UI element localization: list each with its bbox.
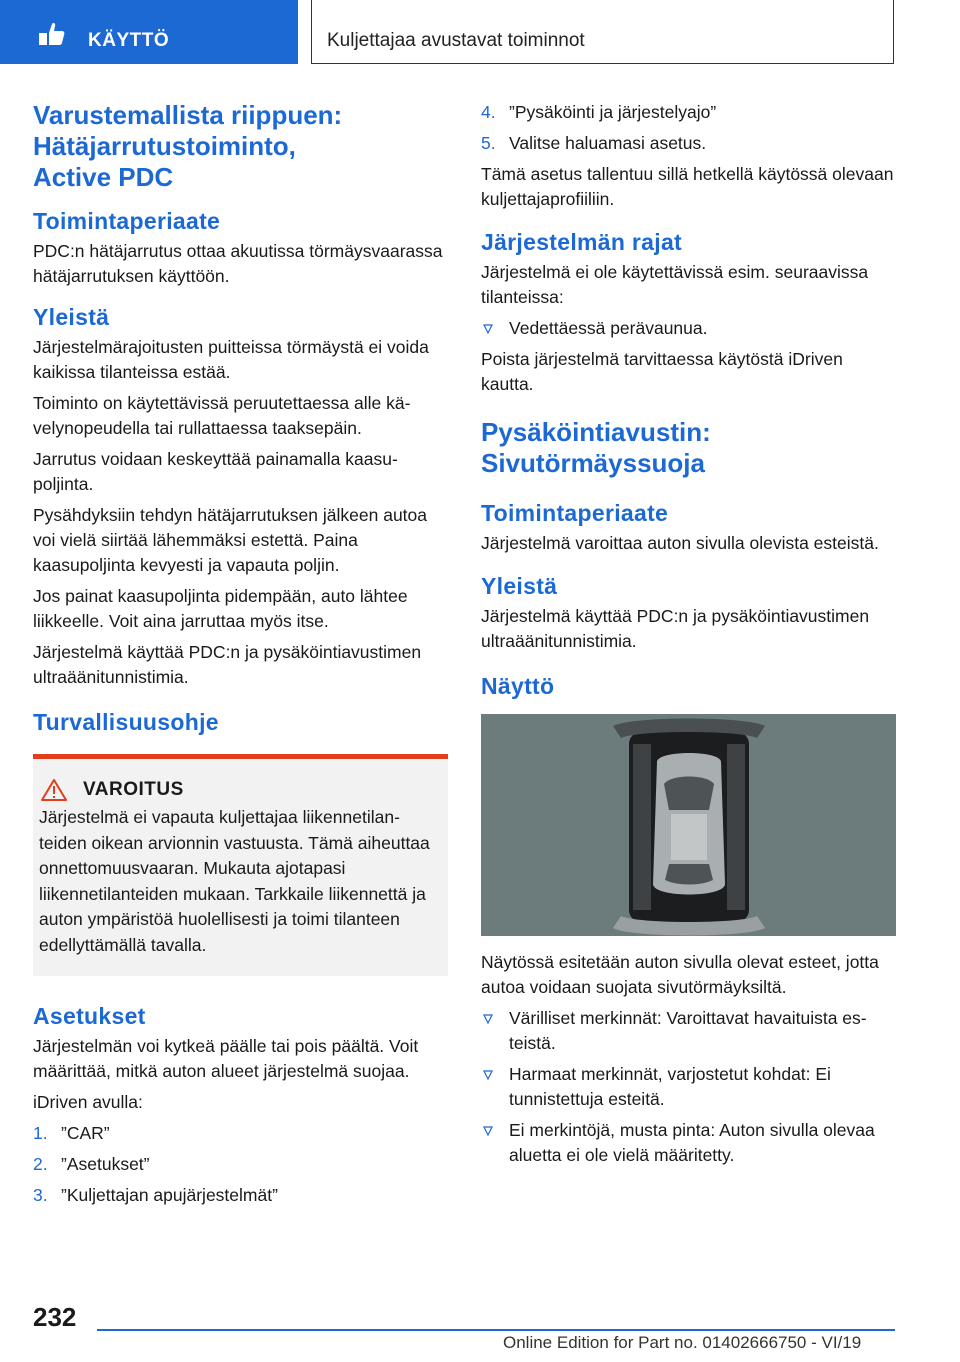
- bullet-triangle-icon: [483, 1126, 493, 1136]
- list-item: Harmaat merkinnät, varjostetut kohdat: Ei tunnistettuja esteitä.: [481, 1062, 896, 1112]
- section-tab: [0, 0, 298, 64]
- settings-steps: [33, 1121, 448, 1208]
- list-item: 5. Valitse haluamasi asetus.: [481, 133, 707, 153]
- display-title: Näyttö: [481, 673, 555, 699]
- general-paragraph: Järjestelmä käyttää PDC:n ja pysäköintiavustimen ultraäänitunnistimia.: [33, 642, 422, 687]
- display-list: [481, 1006, 896, 1168]
- footer-divider: [97, 1329, 895, 1331]
- right-column: [481, 100, 896, 1174]
- settings-text: Järjestelmän voi kytkeä päälle tai pois päältä. Voit määrittää, mitkä auton alueet järjestelmä suojaa.: [33, 1036, 419, 1081]
- hand-pointer-icon: [36, 21, 66, 47]
- bullet-triangle-icon: [483, 324, 493, 334]
- general-paragraph: Järjestelmärajoitusten puitteissa törmäystä ei voida kaikissa tilanteissa estää.: [33, 337, 429, 382]
- side-protection-display-image: [481, 714, 896, 936]
- general-paragraph: Toiminto on käytettävissä peruutettaessa alle kävelynopeudella tai rullattaessa taaksepäin.: [33, 393, 411, 438]
- bullet-triangle-icon: [483, 1070, 493, 1080]
- limits-title: Järjestelmän rajat: [481, 229, 683, 255]
- list-item: 2. ”Asetukset”: [33, 1154, 150, 1174]
- bullet-triangle-icon: [483, 1014, 493, 1024]
- limits-text: Järjestelmä ei ole käytettävissä esim. seuraavissa tilanteissa:: [481, 262, 869, 307]
- warning-triangle-icon: [41, 779, 67, 801]
- general-title: Yleistä: [33, 304, 110, 330]
- warning-text: Järjestelmä ei vapauta kuljettajaa liikennetilanteiden oikean arvionnin vastuusta. Tämä aiheuttaa onnettomuusvaaran. Mukauta ajotapasi liikennetilanteiden mukaan. Tarkkaile liikennettä ja auton ympäristöä huolellisesti ja toimi tilanteen edellyttämällä tavalla.: [39, 807, 430, 955]
- principle-title: Toimintaperiaate: [481, 500, 669, 526]
- general-text: Järjestelmä käyttää PDC:n ja pysäköintiavustimen ultraäänitunnistimia.: [481, 606, 870, 651]
- edition-text: Online Edition for Part no. 01402666750 - VI/19: [503, 1333, 862, 1352]
- list-item: 3. ”Kuljettajan apujärjestelmät”: [33, 1185, 278, 1205]
- principle-text: Järjestelmä varoittaa auton sivulla olevista esteistä.: [481, 533, 879, 553]
- main-heading: Varustemallista riippuen: Hätäjarrutustoiminto, Active PDC: [33, 100, 343, 192]
- limits-list: [481, 316, 896, 341]
- list-item: Vedettäessä perävaunua.: [481, 316, 896, 341]
- display-text: Näytössä esitetään auton sivulla olevat esteet, jotta autoa voidaan suojata sivutörmäyksiltä.: [481, 952, 879, 997]
- list-item: Värilliset merkinnät: Varoittavat havaituista esteistä.: [481, 1006, 896, 1056]
- general-paragraph: Pysähdyksiin tehdyn hätäjarrutuksen jälkeen autoa voi vielä siirtää lähemmäksi estettä. Paina kaasupoljinta kevyesti ja vapauta poljin.: [33, 505, 427, 575]
- page-number: 232: [33, 1302, 77, 1332]
- saved-text: Tämä asetus tallentuu sillä hetkellä käytössä olevaan kuljettajaprofiiliin.: [481, 164, 894, 209]
- settings-steps-continued: [481, 100, 896, 156]
- idrive-text: iDriven avulla:: [33, 1092, 143, 1112]
- warning-box: [33, 754, 448, 976]
- general-paragraph: Jarrutus voidaan keskeyttää painamalla kaasupoljinta.: [33, 449, 398, 494]
- principle-text: PDC:n hätäjarrutus ottaa akuutissa törmäysvaarassa hätäjarrutuksen käyttöön.: [33, 241, 443, 286]
- car-top-view-illustration: [481, 714, 896, 936]
- second-heading: Pysäköintiavustin: Sivutörmäyssuoja: [481, 417, 711, 478]
- left-column: [33, 100, 448, 1214]
- limits-after: Poista järjestelmä tarvittaessa käytöstä iDriven kautta.: [481, 349, 843, 394]
- list-item: Ei merkintöjä, musta pinta: Auton sivulla olevaa aluetta ei ole vielä määritetty.: [481, 1118, 896, 1168]
- settings-title: Asetukset: [33, 1003, 146, 1029]
- general-paragraph: Jos painat kaasupoljinta pidempään, auto lähtee liikkeelle. Voit aina jarruttaa myös itse.: [33, 586, 408, 631]
- chapter-title: Kuljettajaa avustavat toiminnot: [327, 30, 585, 51]
- warning-label: VAROITUS: [83, 779, 184, 800]
- principle-title: Toimintaperiaate: [33, 208, 221, 234]
- section-label: KÄYTTÖ: [88, 30, 170, 51]
- list-item: 1. ”CAR”: [33, 1123, 110, 1143]
- list-item: 4. ”Pysäköinti ja järjestelyajo”: [481, 102, 717, 122]
- safety-title: Turvallisuusohje: [33, 709, 219, 735]
- general-title: Yleistä: [481, 573, 558, 599]
- chapter-header: [311, 0, 894, 64]
